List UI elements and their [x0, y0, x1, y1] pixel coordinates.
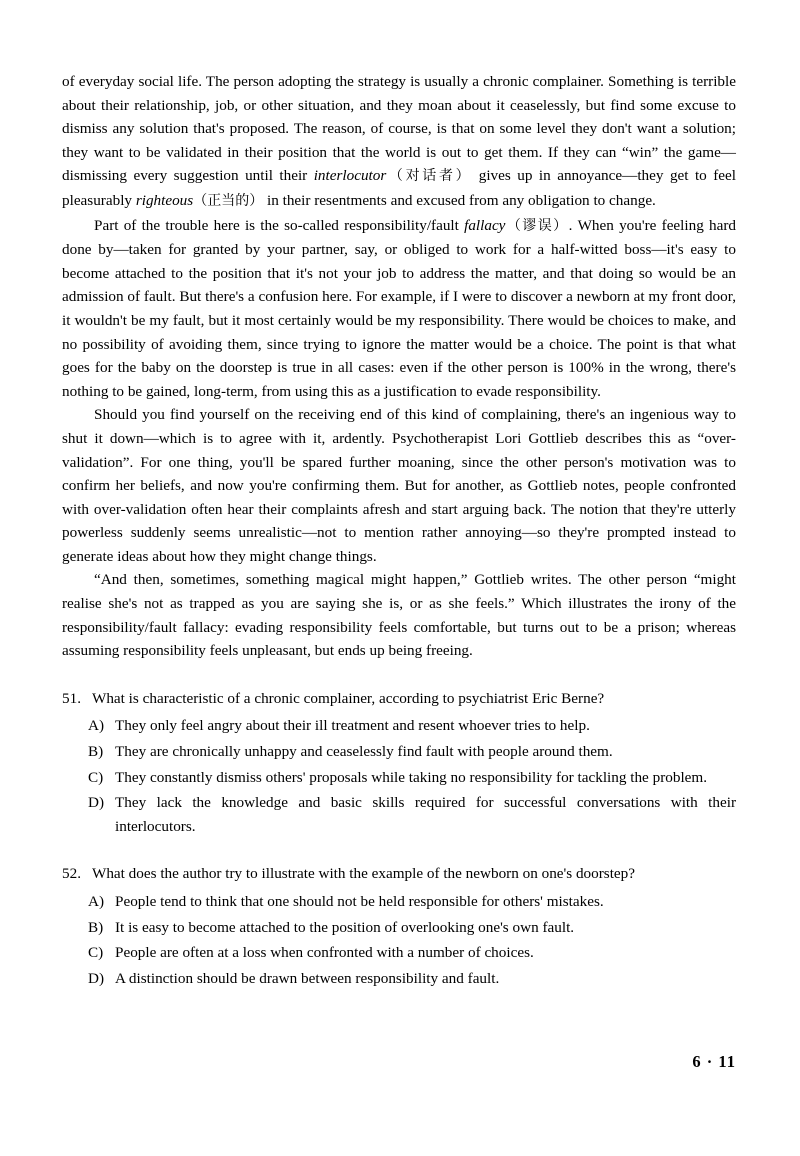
question-block — [62, 862, 736, 990]
option-label: A) — [88, 717, 105, 735]
passage-text: Part of the trouble here is the so-called responsibility/fault — [94, 216, 465, 234]
chinese-gloss: （谬误） — [505, 217, 569, 234]
option-label: B) — [88, 918, 104, 936]
passage-text: “And then, sometimes, something magical might happen,” Gottlieb writes. The other person “might realise she's not as trapped as you are saying she is, or as she feels.” Which illustrates the irony of the responsibility/fault fallacy: evading responsibility feels comfortable, but turns out to be a prison; whereas assuming responsibility feels unpleasant, but ends up being freeing. — [62, 571, 736, 660]
option-text: People tend to think that one should not be held responsible for others' mistakes. — [115, 893, 604, 910]
option-text: They lack the knowledge and basic skills required for successful conversations with their interlocutors. — [115, 794, 736, 835]
question-stem — [62, 687, 736, 711]
question-stem — [62, 862, 736, 886]
page-footer: 6 · 11 — [692, 1052, 736, 1071]
answer-option[interactable] — [62, 740, 736, 764]
option-label: C) — [88, 768, 104, 786]
page-content — [62, 70, 736, 992]
answer-option[interactable] — [62, 941, 736, 965]
option-text: They only feel angry about their ill treatment and resent whoever tries to help. — [115, 717, 590, 735]
option-text: They are chronically unhappy and ceaselessly find fault with people around them. — [115, 743, 613, 761]
answer-option[interactable] — [62, 967, 736, 991]
answer-option[interactable] — [62, 791, 736, 838]
answer-option[interactable] — [62, 916, 736, 940]
italic-term: fallacy — [464, 216, 506, 234]
passage-text: in their resentments and excused from any obligation to change. — [263, 191, 656, 209]
question-text: What is characteristic of a chronic complainer, according to psychiatrist Eric Berne? — [92, 689, 605, 707]
question-list — [62, 687, 736, 991]
option-label: D) — [88, 969, 105, 987]
option-label: C) — [88, 944, 104, 962]
italic-term: interlocutor — [313, 167, 387, 185]
option-text: They constantly dismiss others' proposals while taking no responsibility for tackling the problem. — [115, 768, 708, 786]
italic-term: righteous — [135, 191, 194, 209]
passage-paragraph — [62, 403, 736, 568]
option-label: A) — [88, 893, 105, 910]
answer-option[interactable] — [62, 714, 736, 738]
option-text: A distinction should be drawn between responsibility and fault. — [115, 969, 500, 987]
question-number: 51. — [62, 689, 81, 707]
question-block — [62, 687, 736, 839]
chinese-gloss: （正当的） — [193, 192, 264, 209]
option-label: D) — [88, 794, 105, 812]
option-label: B) — [88, 743, 104, 761]
answer-option[interactable] — [62, 766, 736, 790]
passage-paragraph — [62, 70, 736, 214]
question-text: What does the author try to illustrate with the example of the newborn on one's doorstep? — [92, 865, 636, 883]
passage-text: of everyday social life. The person adopting the strategy is usually a chronic complainer. Something is terrible about their relationship, job, or other situation, and they moan about it ceaselessly, but find some excuse to dismiss any solution that's proposed. The reason, of course, is that on some level they don't want a solution; they want to be validated in their position that the world is out to get them. If they can “win” the game—dismissing every suggestion until their — [62, 73, 736, 185]
passage-text: . When you're feeling hard done by—taken for granted by your partner, say, or obliged to work for a half-witted boss—it's easy to become attached to the position that it's not your job to address the matter, and that doing so would be an admission of fault. But there's a confusion here. For example, if I were to discover a newborn at my front door, it wouldn't be my fault, but it most certainly would be my responsibility. There would be choices to make, and no possibility of avoiding them, since trying to ignore the matter would be a choice. The point is that what goes for the baby on the doorstep is true in all cases: even if the other person is 100% in the wrong, there's nothing to be gained, long-term, from using this as a justification to evade responsibility. — [62, 216, 737, 400]
passage-paragraph — [62, 214, 736, 404]
option-text: It is easy to become attached to the position of overlooking one's own fault. — [115, 918, 575, 936]
passage-body — [62, 70, 736, 663]
question-number: 52. — [62, 865, 81, 883]
passage-text: gives up in annoyance—they get to feel pleasurably — [62, 167, 736, 209]
chinese-gloss: （对话者） — [386, 168, 473, 185]
option-text: People are often at a loss when confronted with a number of choices. — [115, 944, 534, 962]
answer-option[interactable] — [62, 890, 736, 914]
passage-text: Should you find yourself on the receiving end of this kind of complaining, there's an ingenious way to shut it down—which is to agree with it, ardently. Psychotherapist Lori Gottlieb describes this as “over-validation”. For one thing, you'll be spared further moaning, since the other person's motivation was to confirm her beliefs, and now you're confirming them. But for another, as Gottlieb notes, people confronted with over-validation often hear their complaints afresh and start arguing back. The notion that they're utterly powerless suddenly seems unrealistic—not to mention rather annoying—so they're prompted instead to generate ideas about how they might change things. — [62, 406, 736, 565]
passage-paragraph — [62, 568, 736, 662]
